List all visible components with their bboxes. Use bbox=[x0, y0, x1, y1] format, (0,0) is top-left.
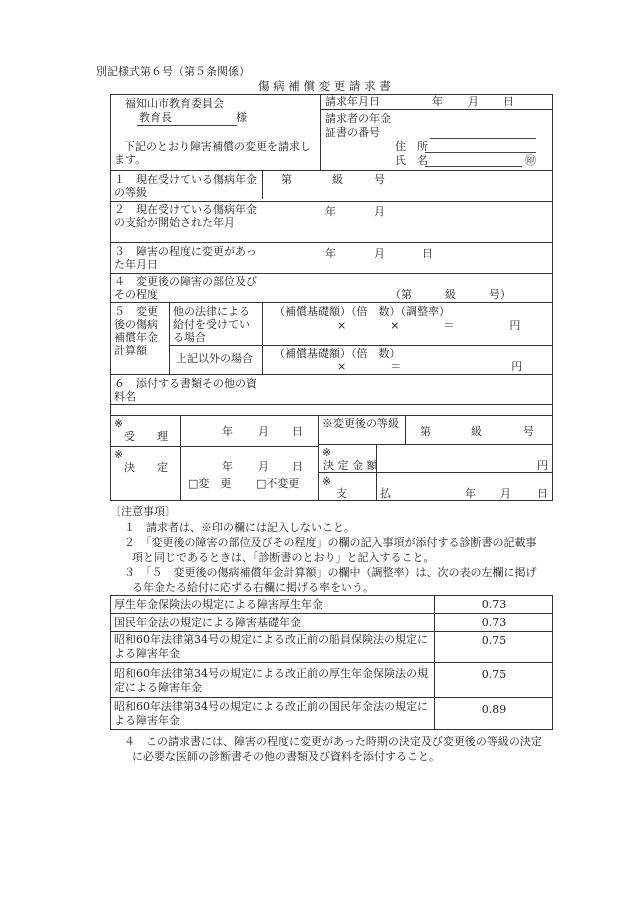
row2-month: 月 bbox=[374, 205, 385, 218]
rate-table-rate: 0.89 bbox=[481, 703, 507, 716]
address-field[interactable] bbox=[425, 152, 536, 153]
receipt-day: 日 bbox=[292, 425, 303, 438]
payment-month: 月 bbox=[500, 487, 511, 500]
changed-grade-dai: 第 bbox=[420, 425, 431, 438]
change-checkbox[interactable]: □変 更 bbox=[188, 477, 232, 490]
request-date-label: 請求年月日 bbox=[325, 95, 380, 108]
request-month: 月 bbox=[468, 95, 479, 108]
payment-label: 支 払 bbox=[336, 487, 391, 500]
pension-number-label-2: 証書の番号 bbox=[325, 126, 380, 139]
receipt-year: 年 bbox=[222, 425, 233, 438]
note-4b: に必要な医師の診断書その他の書類及び資料を添付すること。 bbox=[132, 750, 440, 763]
decision-label: 決 定 bbox=[124, 461, 168, 474]
decided-amount-yen: 円 bbox=[537, 459, 548, 472]
notes-heading: 〔注意事項〕 bbox=[110, 505, 176, 518]
addressee-superintendent: 教育長 bbox=[139, 111, 172, 124]
request-year: 年 bbox=[432, 95, 443, 108]
amount-kome: ※ bbox=[322, 446, 332, 459]
row5-label: ５ 変更後の傷病補償年金計算額 bbox=[114, 305, 158, 357]
row6-label: ６ 添付する書類その他の資料名 bbox=[114, 377, 257, 403]
pension-number-label-1: 請求者の年金 bbox=[325, 112, 391, 125]
row1-go: 号 bbox=[374, 173, 385, 186]
decided-amount-label: 決 定 金 額 bbox=[323, 459, 378, 472]
row2-year: 年 bbox=[325, 205, 336, 218]
pension-number-field[interactable] bbox=[430, 138, 536, 139]
addressee-sama: 様 bbox=[236, 111, 247, 124]
row5a-label: 他の法律による給付を受けている場合 bbox=[173, 305, 250, 344]
decision-day: 日 bbox=[292, 460, 303, 473]
request-day: 日 bbox=[503, 95, 514, 108]
row2-label: ２ 現在受けている傷病年金の支給が開始された年月 bbox=[114, 203, 257, 229]
note-3a: ３ 「５ 変更後の傷病補償年金計算額」の欄中（調整率）は、次の表の左欄に掲げ bbox=[124, 566, 537, 579]
payment-day: 日 bbox=[537, 487, 548, 500]
note-4a: ４ この請求書には、障害の程度に変更があった時期の決定及び変更後の等級の決定 bbox=[124, 735, 542, 748]
receipt-label: 受 理 bbox=[124, 430, 168, 443]
no-change-checkbox[interactable]: □不変更 bbox=[256, 477, 300, 490]
note-2b: 項と同じであるときは、「診断書のとおり」と記入すること。 bbox=[132, 551, 435, 564]
payment-kome: ※ bbox=[322, 475, 332, 488]
row3-month: 月 bbox=[374, 247, 385, 260]
form-number: 別記様式第６号（第５条関係） bbox=[96, 65, 250, 78]
rate-table-law: 国民年金法の規定による障害基礎年金 bbox=[114, 616, 301, 629]
rate-table-law: 昭和60年法律第34号の規定による改正前の船員保険法の規定による障害年金 bbox=[114, 633, 428, 660]
receipt-month: 月 bbox=[258, 425, 269, 438]
changed-grade-label: ※変更後の等級 bbox=[322, 417, 399, 430]
rate-table-rate: 0.73 bbox=[481, 616, 507, 629]
name-field[interactable] bbox=[425, 166, 522, 167]
row1-kyu: 級 bbox=[332, 173, 343, 186]
form-title: 傷 病 補 償 変 更 請 求 書 bbox=[258, 79, 391, 93]
rate-table-law: 昭和60年法律第34号の規定による改正前の厚生年金保険法の規定による障害年金 bbox=[114, 667, 428, 694]
payment-year: 年 bbox=[465, 487, 476, 500]
row4-grade: （第 級 号） bbox=[390, 288, 511, 301]
row5b-formula-1: （補償基礎額）（倍 数） bbox=[274, 347, 401, 360]
row1-label: １ 現在受けている傷病年金の等級 bbox=[114, 173, 257, 199]
decision-kome: ※ bbox=[114, 448, 124, 461]
decision-year: 年 bbox=[222, 460, 233, 473]
rate-table-law: 昭和60年法律第34号の規定による改正前の国民年金法の規定による障害年金 bbox=[114, 700, 428, 727]
row5b-formula-2: × ＝ 円 bbox=[337, 360, 523, 373]
name-label: 氏 名 bbox=[395, 154, 428, 167]
row3-label: ３ 障害の程度に変更があった年月日 bbox=[114, 245, 257, 271]
row3-year: 年 bbox=[325, 247, 336, 260]
row4-label: ４ 変更後の障害の部位及びその程度 bbox=[114, 275, 257, 301]
changed-grade-go: 号 bbox=[523, 425, 534, 438]
row5a-formula-2: × × ＝ 円 bbox=[337, 319, 521, 332]
rate-table-rate: 0.73 bbox=[481, 598, 507, 611]
seal-mark: ㊞ bbox=[525, 154, 536, 167]
row1-dai: 第 bbox=[281, 173, 292, 186]
rate-table-rate: 0.75 bbox=[481, 668, 507, 681]
note-3b: る年金たる給付に応ずる右欄に掲げる率をいう。 bbox=[132, 581, 374, 594]
addressee-board: 福知山市教育委員会 bbox=[125, 97, 224, 110]
row3-day: 日 bbox=[422, 247, 433, 260]
request-text: 下記のとおり障害補償の変更を請求します。 bbox=[114, 140, 311, 166]
rate-table-law: 厚生年金保険法の規定による障害厚生年金 bbox=[114, 598, 323, 611]
decision-month: 月 bbox=[258, 460, 269, 473]
changed-grade-kyu: 級 bbox=[471, 425, 482, 438]
row5b-label: 上記以外の場合 bbox=[176, 352, 253, 365]
note-2a: ２ 「変更後の障害の部位及びその程度」の欄の記入事項が添付する診断書の記載事 bbox=[124, 536, 537, 549]
receipt-kome: ※ bbox=[114, 417, 124, 430]
row5a-formula-1: （補償基礎額）（倍 数）（調整率） bbox=[274, 305, 450, 318]
note-1: １ 請求者は、※印の欄には記入しないこと。 bbox=[124, 521, 355, 534]
rate-table-rate: 0.75 bbox=[481, 634, 507, 647]
address-label: 住 所 bbox=[395, 140, 428, 153]
